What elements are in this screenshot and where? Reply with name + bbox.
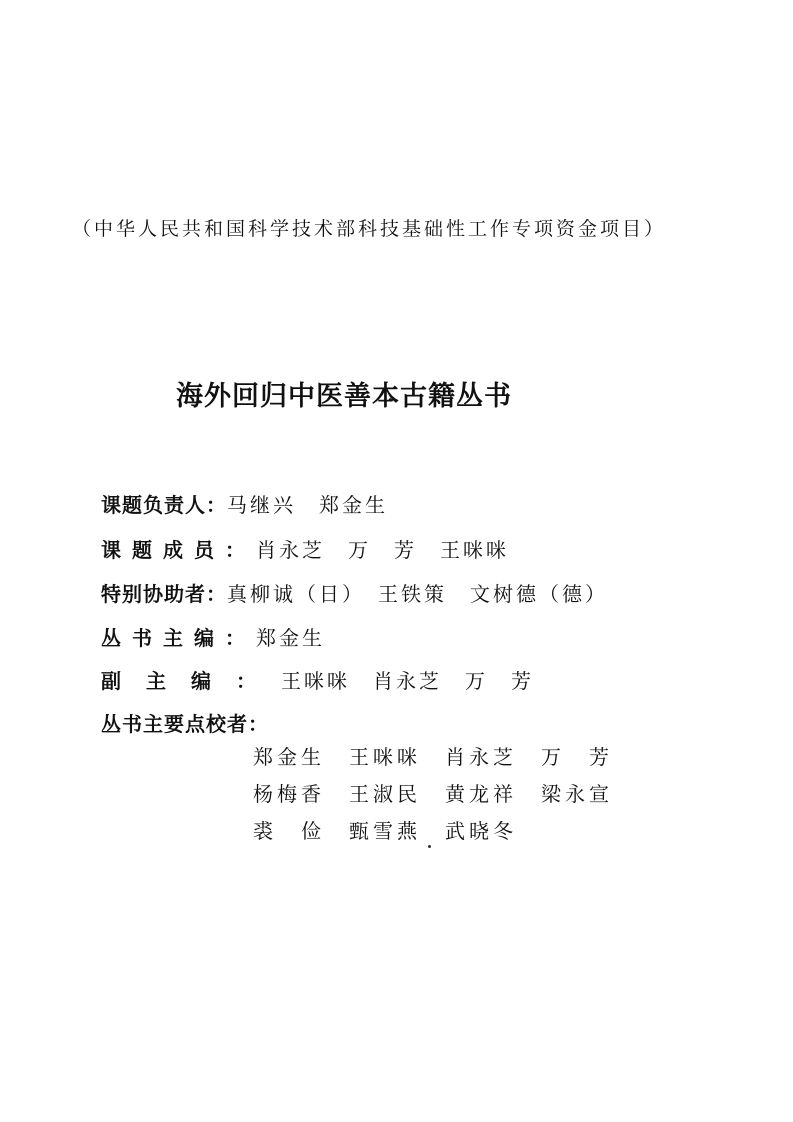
proofreaders-line: 杨梅香 王淑民 黄龙祥 梁永宣	[253, 782, 613, 806]
credit-names: 王咪咪 肖永芝 万 芳	[281, 669, 534, 693]
credit-row-project-leads	[101, 489, 388, 519]
credit-row-proofreaders	[101, 708, 269, 738]
credit-label: 课题负责人：	[101, 493, 227, 517]
credit-label: 丛书主编：	[101, 626, 256, 650]
credit-names: 真柳诚（日） 王铁策 文树德（德）	[227, 582, 608, 606]
credit-names: 马继兴 郑金生	[227, 493, 388, 517]
credit-row-series-editor	[101, 622, 325, 652]
credit-row-project-members	[101, 534, 509, 564]
series-title: 海外回归中医善本古籍丛书	[176, 381, 512, 412]
credit-row-deputy-editors	[101, 665, 534, 695]
credit-label: 课题成员：	[101, 538, 256, 562]
credit-names: 肖永芝 万 芳 王咪咪	[256, 538, 509, 562]
credit-label: 特别协助者：	[101, 582, 227, 606]
credit-row-special-assistants	[101, 578, 608, 608]
proofreaders-line: 郑金生 王咪咪 肖永芝 万 芳	[253, 745, 613, 769]
proofreaders-line: 裘 俭 甄雪燕 武晓冬	[253, 819, 517, 843]
proofreaders-list	[253, 741, 673, 852]
scan-speck	[428, 845, 431, 848]
proofreaders-label: 丛书主要点校者：	[101, 712, 269, 736]
credit-names: 郑金生	[256, 626, 325, 650]
project-note: （中华人民共和国科学技术部科技基础性工作专项资金项目）	[72, 218, 667, 240]
credit-label: 副主编：	[101, 669, 281, 693]
